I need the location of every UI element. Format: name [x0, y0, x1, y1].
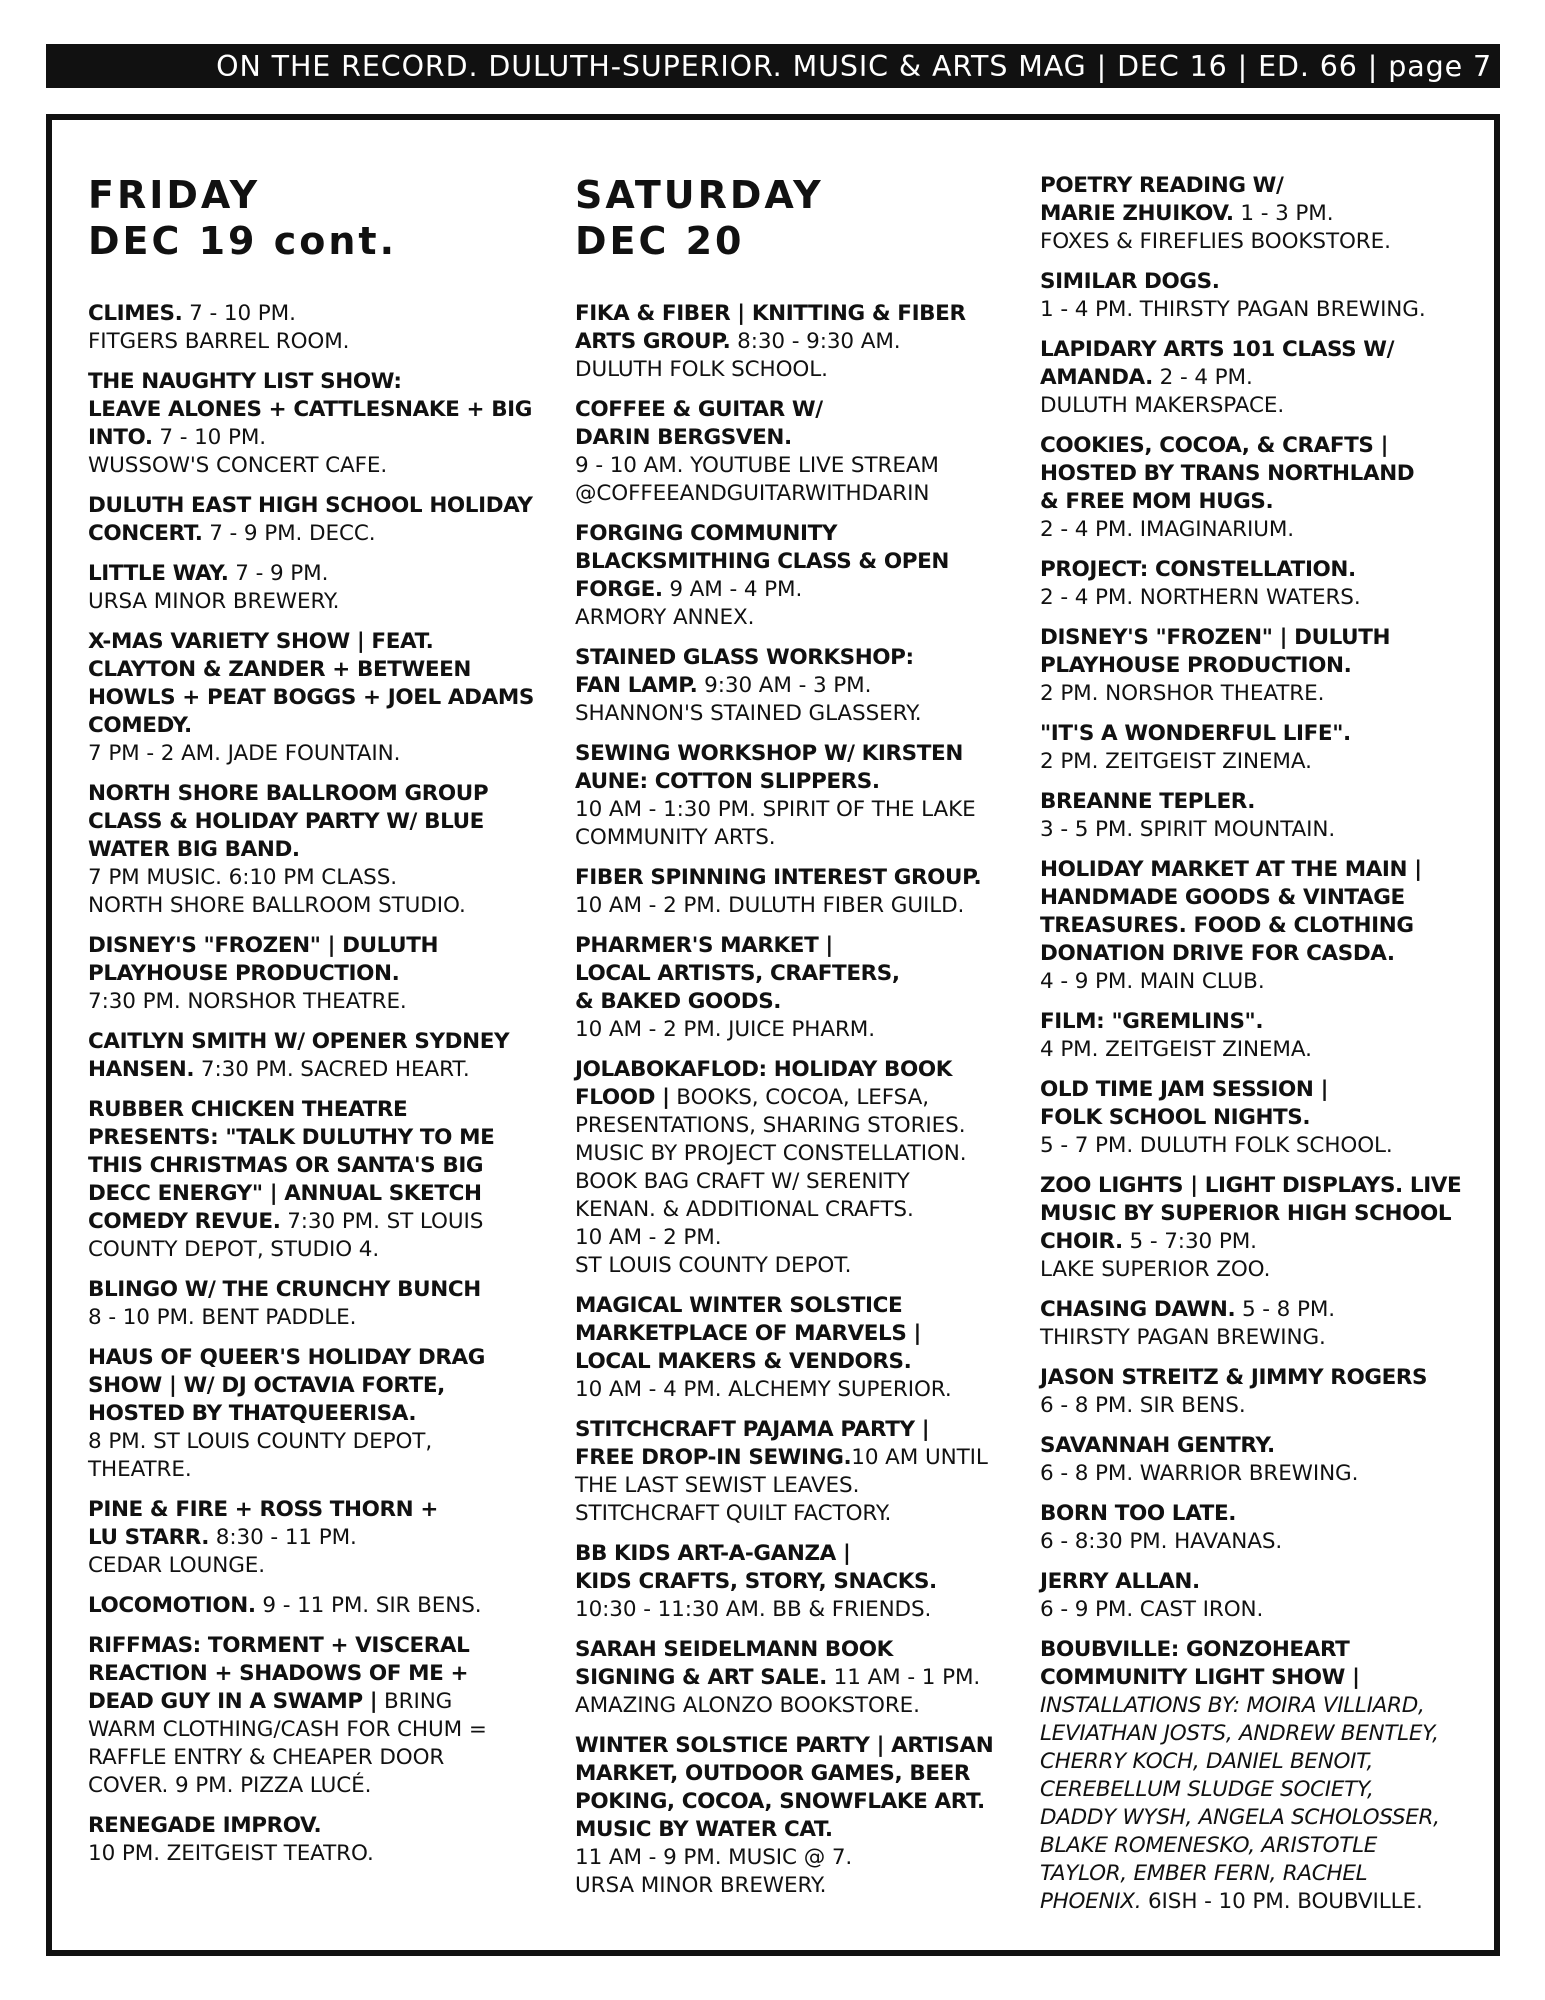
event-listing: [1040, 788, 1490, 844]
event-title: "IT'S A WONDERFUL LIFE".: [1040, 721, 1351, 746]
event-listing: [575, 1636, 1030, 1720]
event-listing: [88, 1592, 556, 1620]
event-title: FIKA & FIBER | KNITTING & FIBER ARTS GROUP.: [575, 301, 966, 354]
event-title: RENEGADE IMPROV.: [88, 1813, 322, 1838]
column-saturday: [575, 172, 1030, 1912]
event-title: SEWING WORKSHOP W/ KIRSTEN AUNE: COTTON SLIPPERS.: [575, 741, 963, 794]
event-title: FILM: "GREMLINS".: [1040, 1009, 1264, 1034]
event-title: STITCHCRAFT PAJAMA PARTY | FREE DROP-IN SEWING.: [575, 1417, 930, 1470]
event-details: 7 - 9 PM. URSA MINOR BREWERY.: [88, 561, 340, 614]
event-title: X-MAS VARIETY SHOW | FEAT. CLAYTON & ZANDER + BETWEEN HOWLS + PEAT BOGGS + JOEL ADAMS COMEDY.: [88, 629, 534, 738]
event-title: MAGICAL WINTER SOLSTICE MARKETPLACE OF MARVELS | LOCAL MAKERS & VENDORS.: [575, 1293, 921, 1374]
event-title: OLD TIME JAM SESSION | FOLK SCHOOL NIGHTS.: [1040, 1077, 1329, 1130]
event-listing: [88, 1028, 556, 1084]
event-title: JERRY ALLAN.: [1040, 1569, 1200, 1594]
event-listing: [88, 1344, 556, 1484]
event-list: [575, 300, 1030, 1900]
event-details: 10 AM - 2 PM. DULUTH FIBER GUILD.: [575, 893, 965, 918]
event-title: DISNEY'S "FROZEN" | DULUTH PLAYHOUSE PRODUCTION.: [1040, 625, 1391, 678]
page-header-text: ON THE RECORD. DULUTH-SUPERIOR. MUSIC & ARTS MAG | DEC 16 | ED. 66 | page 7: [216, 49, 1492, 83]
event-title: PROJECT: CONSTELLATION.: [1040, 557, 1356, 582]
event-title: SIMILAR DOGS.: [1040, 269, 1220, 294]
event-details: 10:30 - 11:30 AM. BB & FRIENDS.: [575, 1597, 932, 1622]
event-listing: [1040, 856, 1490, 996]
event-details: 7 PM MUSIC. 6:10 PM CLASS. NORTH SHORE BALLROOM STUDIO.: [88, 865, 466, 918]
event-listing: [575, 1056, 1030, 1280]
event-details: 11 AM - 9 PM. MUSIC @ 7. URSA MINOR BREWERY.: [575, 1845, 853, 1898]
event-listing: [575, 1540, 1030, 1624]
day-heading-weekday: SATURDAY: [575, 173, 824, 217]
event-title: RUBBER CHICKEN THEATRE PRESENTS: "TALK DULUTHY TO ME THIS CHRISTMAS OR SANTA'S BIG DECC ENERGY" | ANNUAL SKETCH COMEDY REVUE.: [88, 1097, 495, 1234]
event-title: DULUTH EAST HIGH SCHOOL HOLIDAY CONCERT.: [88, 493, 533, 546]
event-listing: [88, 1632, 556, 1800]
event-title: BORN TOO LATE.: [1040, 1501, 1236, 1526]
event-details: 11 AM - 1 PM. AMAZING ALONZO BOOKSTORE.: [575, 1665, 981, 1718]
event-details: 6 - 8 PM. SIR BENS.: [1040, 1393, 1246, 1418]
event-details: 4 - 9 PM. MAIN CLUB.: [1040, 969, 1265, 994]
event-listing: [88, 628, 556, 768]
event-details: 10 AM - 2 PM. JUICE PHARM.: [575, 1017, 875, 1042]
event-credits: INSTALLATIONS BY: MOIRA VILLIARD, LEVIATHAN JOSTS, ANDREW BENTLEY, CHERRY KOCH, DANIEL BENOIT, CEREBELLUM SLUDGE SOCIETY, DADDY WYSH, ANGELA SCHOLOSSER, BLAKE ROMENESKO, ARISTOTLE TAYLOR, EMBER FERN, RACHEL PHOENIX.: [1040, 1693, 1440, 1914]
event-title: JOLABOKAFLOD: HOLIDAY BOOK FLOOD |: [575, 1057, 953, 1110]
event-listing: [1040, 268, 1490, 324]
event-listing: [88, 560, 556, 616]
event-title: PHARMER'S MARKET | LOCAL ARTISTS, CRAFTERS, & BAKED GOODS.: [575, 933, 900, 1014]
event-listing: [575, 520, 1030, 632]
event-details: 6ISH - 10 PM. BOUBVILLE.: [1141, 1889, 1423, 1914]
event-details: 6 - 8 PM. WARRIOR BREWING.: [1040, 1461, 1359, 1486]
event-listing: [1040, 336, 1490, 420]
event-details: 9 - 11 PM. SIR BENS.: [255, 1593, 482, 1618]
event-listing: [1040, 624, 1490, 708]
event-details: 2 - 4 PM. NORTHERN WATERS.: [1040, 585, 1361, 610]
event-details: 5 - 8 PM. THIRSTY PAGAN BREWING.: [1040, 1297, 1336, 1350]
event-title: HAUS OF QUEER'S HOLIDAY DRAG SHOW | W/ DJ OCTAVIA FORTE, HOSTED BY THATQUEERISA.: [88, 1345, 486, 1426]
event-details: 2 - 4 PM. DULUTH MAKERSPACE.: [1040, 365, 1285, 418]
event-listing: [1040, 1636, 1490, 1916]
event-title: BB KIDS ART-A-GANZA | KIDS CRAFTS, STORY, SNACKS.: [575, 1541, 937, 1594]
event-listing: [575, 740, 1030, 852]
event-details: 3 - 5 PM. SPIRIT MOUNTAIN.: [1040, 817, 1336, 842]
event-listing: [1040, 1432, 1490, 1488]
event-title: BREANNE TEPLER.: [1040, 789, 1256, 814]
event-listing: [575, 1732, 1030, 1900]
event-list: [1040, 172, 1490, 1916]
event-details: 10 AM UNTIL THE LAST SEWIST LEAVES. STITCHCRAFT QUILT FACTORY.: [575, 1445, 988, 1526]
day-heading: [575, 172, 1030, 264]
event-listing: [1040, 556, 1490, 612]
event-title: CLIMES.: [88, 301, 183, 326]
event-details: 7:30 PM. SACRED HEART.: [194, 1057, 470, 1082]
event-listing: [575, 932, 1030, 1044]
event-details: BOOKS, COCOA, LEFSA, PRESENTATIONS, SHARING STORIES. MUSIC BY PROJECT CONSTELLATION. BOOK BAG CRAFT W/ SERENITY KENAN. & ADDITIONAL CRAFTS. 10 AM - 2 PM. ST LOUIS COUNTY DEPOT.: [575, 1085, 967, 1278]
events-frame: [46, 114, 1500, 1956]
event-listing: [575, 864, 1030, 920]
event-details: 9:30 AM - 3 PM. SHANNON'S STAINED GLASSERY.: [575, 673, 922, 726]
event-details: 7 - 9 PM. DECC.: [202, 521, 376, 546]
event-listing: [88, 492, 556, 548]
event-title: STAINED GLASS WORKSHOP: FAN LAMP.: [575, 645, 914, 698]
event-details: 10 AM - 1:30 PM. SPIRIT OF THE LAKE COMMUNITY ARTS.: [575, 797, 976, 850]
event-title: NORTH SHORE BALLROOM GROUP CLASS & HOLIDAY PARTY W/ BLUE WATER BIG BAND.: [88, 781, 489, 862]
event-listing: [88, 1812, 556, 1868]
event-details: 7 - 10 PM. WUSSOW'S CONCERT CAFE.: [88, 425, 388, 478]
column-saturday-cont: [1040, 172, 1490, 1928]
event-title: POETRY READING W/ MARIE ZHUIKOV.: [1040, 173, 1284, 226]
event-details: 6 - 8:30 PM. HAVANAS.: [1040, 1529, 1283, 1554]
event-title: FIBER SPINNING INTEREST GROUP.: [575, 865, 982, 890]
event-details: 5 - 7 PM. DULUTH FOLK SCHOOL.: [1040, 1133, 1393, 1158]
event-listing: [1040, 1296, 1490, 1352]
day-heading-date: DEC 19 cont.: [88, 219, 398, 263]
event-details: 4 PM. ZEITGEIST ZINEMA.: [1040, 1037, 1312, 1062]
event-title: HOLIDAY MARKET AT THE MAIN | HANDMADE GOODS & VINTAGE TREASURES. FOOD & CLOTHING DONATION DRIVE FOR CASDA.: [1040, 857, 1422, 966]
event-details: BRING WARM CLOTHING/CASH FOR CHUM = RAFFLE ENTRY & CHEAPER DOOR COVER. 9 PM. PIZZA LUCÉ.: [88, 1689, 487, 1798]
day-heading: [88, 172, 556, 264]
event-listing: [1040, 1364, 1490, 1420]
event-listing: [88, 932, 556, 1016]
event-title: COFFEE & GUITAR W/ DARIN BERGSVEN.: [575, 397, 823, 450]
event-listing: [1040, 720, 1490, 776]
event-title: SARAH SEIDELMANN BOOK SIGNING & ART SALE.: [575, 1637, 893, 1690]
event-listing: [1040, 1076, 1490, 1160]
event-details: 9 AM - 4 PM. ARMORY ANNEX.: [575, 577, 803, 630]
event-listing: [575, 1416, 1030, 1528]
day-heading-weekday: FRIDAY: [88, 173, 261, 217]
event-details: 7:30 PM. ST LOUIS COUNTY DEPOT, STUDIO 4.: [88, 1209, 484, 1262]
event-title: ZOO LIGHTS | LIGHT DISPLAYS. LIVE MUSIC BY SUPERIOR HIGH SCHOOL CHOIR.: [1040, 1173, 1462, 1254]
event-title: COOKIES, COCOA, & CRAFTS | HOSTED BY TRANS NORTHLAND & FREE MOM HUGS.: [1040, 433, 1415, 514]
event-title: LOCOMOTION.: [88, 1593, 256, 1618]
event-details: 6 - 9 PM. CAST IRON.: [1040, 1597, 1264, 1622]
event-details: 7:30 PM. NORSHOR THEATRE.: [88, 989, 407, 1014]
event-title: THE NAUGHTY LIST SHOW: LEAVE ALONES + CATTLESNAKE + BIG INTO.: [88, 369, 533, 450]
event-listing: [88, 780, 556, 920]
event-title: BLINGO W/ THE CRUNCHY BUNCH: [88, 1277, 481, 1302]
event-title: CHASING DAWN.: [1040, 1297, 1236, 1322]
event-details: 7 - 10 PM. FITGERS BARREL ROOM.: [88, 301, 350, 354]
event-details: 8:30 - 9:30 AM. DULUTH FOLK SCHOOL.: [575, 329, 901, 382]
event-details: 8 PM. ST LOUIS COUNTY DEPOT, THEATRE.: [88, 1429, 433, 1482]
event-title: JASON STREITZ & JIMMY ROGERS: [1040, 1365, 1428, 1390]
event-details: 1 - 4 PM. THIRSTY PAGAN BREWING.: [1040, 297, 1426, 322]
event-details: 5 - 7:30 PM. LAKE SUPERIOR ZOO.: [1040, 1229, 1271, 1282]
event-title: LITTLE WAY.: [88, 561, 229, 586]
event-details: 2 PM. ZEITGEIST ZINEMA.: [1040, 749, 1312, 774]
event-title: SAVANNAH GENTRY.: [1040, 1433, 1275, 1458]
column-friday: [88, 172, 556, 1880]
event-details: 7 PM - 2 AM. JADE FOUNTAIN.: [88, 741, 401, 766]
event-title: BOUBVILLE: GONZOHEART COMMUNITY LIGHT SHOW |: [1040, 1637, 1360, 1690]
event-listing: [88, 300, 556, 356]
event-title: RIFFMAS: TORMENT + VISCERAL REACTION + SHADOWS OF ME + DEAD GUY IN A SWAMP |: [88, 1633, 470, 1714]
event-details: 8 - 10 PM. BENT PADDLE.: [88, 1305, 357, 1330]
event-title: FORGING COMMUNITY BLACKSMITHING CLASS & OPEN FORGE.: [575, 521, 949, 602]
event-details: 10 AM - 4 PM. ALCHEMY SUPERIOR.: [575, 1377, 952, 1402]
event-listing: [575, 300, 1030, 384]
event-listing: [88, 1496, 556, 1580]
event-details: 8:30 - 11 PM. CEDAR LOUNGE.: [88, 1525, 357, 1578]
event-details: 1 - 3 PM. FOXES & FIREFLIES BOOKSTORE.: [1040, 201, 1391, 254]
event-listing: [575, 644, 1030, 728]
event-listing: [575, 1292, 1030, 1404]
event-listing: [88, 368, 556, 480]
event-title: PINE & FIRE + ROSS THORN + LU STARR.: [88, 1497, 438, 1550]
event-title: LAPIDARY ARTS 101 CLASS W/ AMANDA.: [1040, 337, 1395, 390]
event-listing: [1040, 1500, 1490, 1556]
event-title: WINTER SOLSTICE PARTY | ARTISAN MARKET, OUTDOOR GAMES, BEER POKING, COCOA, SNOWFLAKE ART. MUSIC BY WATER CAT.: [575, 1733, 994, 1842]
event-title: CAITLYN SMITH W/ OPENER SYDNEY HANSEN.: [88, 1029, 510, 1082]
event-listing: [575, 396, 1030, 508]
event-listing: [1040, 1568, 1490, 1624]
page-header-bar: [46, 44, 1500, 88]
event-title: DISNEY'S "FROZEN" | DULUTH PLAYHOUSE PRODUCTION.: [88, 933, 439, 986]
event-details: 10 PM. ZEITGEIST TEATRO.: [88, 1841, 374, 1866]
event-listing: [1040, 1008, 1490, 1064]
day-heading-date: DEC 20: [575, 219, 745, 263]
event-details: 2 PM. NORSHOR THEATRE.: [1040, 681, 1325, 706]
event-listing: [88, 1276, 556, 1332]
event-listing: [1040, 432, 1490, 544]
event-details: 9 - 10 AM. YOUTUBE LIVE STREAM @COFFEEANDGUITARWITHDARIN: [575, 453, 939, 506]
event-listing: [1040, 172, 1490, 256]
event-details: 2 - 4 PM. IMAGINARIUM.: [1040, 517, 1295, 542]
event-listing: [1040, 1172, 1490, 1284]
event-list: [88, 300, 556, 1868]
event-listing: [88, 1096, 556, 1264]
